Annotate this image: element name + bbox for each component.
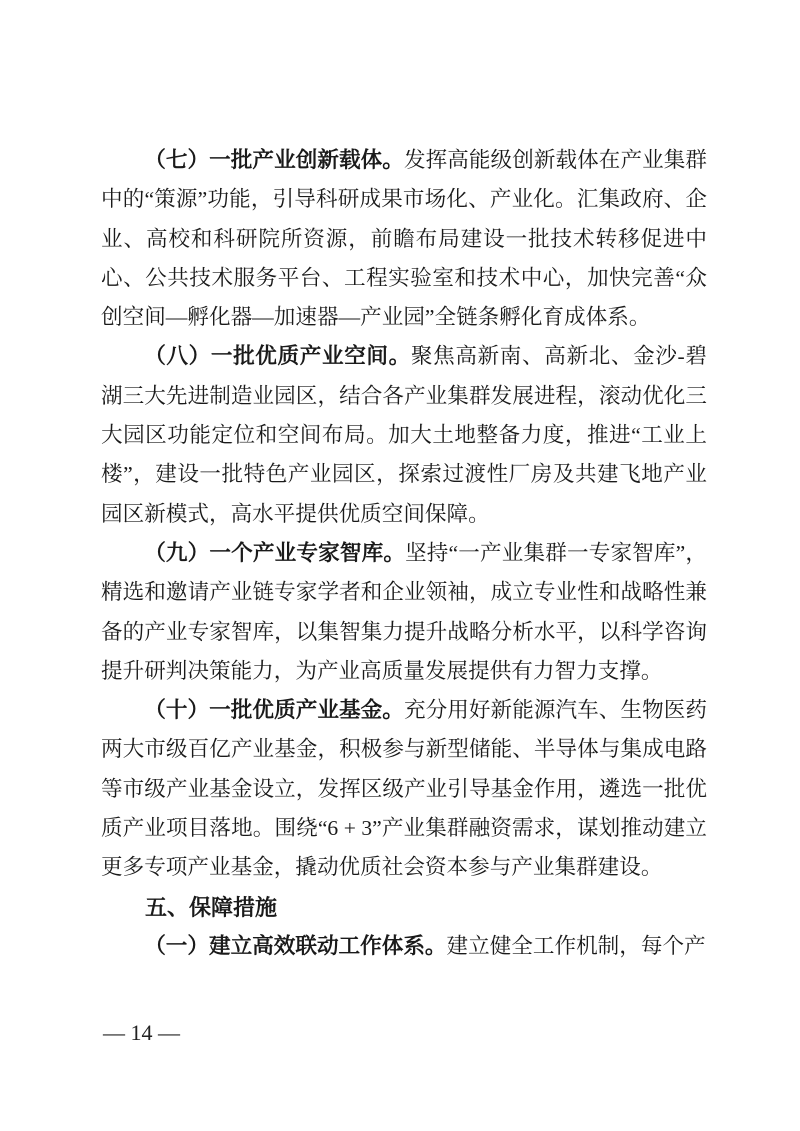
paragraph-1-safeguard-text: 建立健全工作机制，每个产: [446, 933, 706, 958]
paragraph-8-text: 聚焦高新南、高新北、金沙-碧湖三大先进制造业园区，结合各产业集群发展进程，滚动优化三大园区功能定位和空间布局。加大土地整备力度，推进“工业上楼”，建设一批特色产业园区，探索过渡性厂房及共建飞地产业园区新模式，高水平提供优质空间保障。: [101, 344, 707, 526]
page-number: — 14 —: [103, 1020, 180, 1045]
paragraph-7-lead: （七）一批产业创新载体。: [144, 148, 404, 172]
paragraph-1-safeguard-lead: （一）建立高效联动工作体系。: [144, 933, 447, 958]
paragraph-1-safeguard: [101, 927, 707, 966]
paragraph-10-text: 充分用好新能源汽车、生物医药两大市级百亿产业基金，积极参与新型储能、半导体与集成电路等市级产业基金设立，发挥区级产业引导基金作用，遴选一批优质产业项目落地。围绕“6 + 3”产业集群融资需求，谋划推动建立更多专项产业基金，撬动优质社会资本参与产业集群建设。: [101, 698, 707, 880]
paragraph-9: [101, 534, 707, 691]
document-body: [101, 141, 707, 966]
paragraph-7-text: 发挥高能级创新载体在产业集群中的“策源”功能，引导科研成果市场化、产业化。汇集政府、企业、高校和科研院所资源，前瞻布局建设一批技术转移促进中心、公共技术服务平台、工程实验室和技术中心，加快完善“众创空间—孵化器—加速器—产业园”全链条孵化育成体系。: [101, 148, 707, 330]
paragraph-8: [101, 337, 707, 533]
paragraph-9-text: 坚持“一产业集群一专家智库”，精选和邀请产业链专家学者和企业领袖，成立专业性和战略性兼备的产业专家智库，以集智集力提升战略分析水平，以科学咨询提升研判决策能力，为产业高质量发展提供有力智力支撑。: [101, 540, 707, 683]
paragraph-10-lead: （十）一批优质产业基金。: [144, 698, 404, 723]
paragraph-8-lead: （八）一批优质产业空间。: [144, 344, 411, 369]
paragraph-10: [101, 691, 707, 887]
paragraph-9-lead: （九）一个产业专家智库。: [144, 540, 406, 565]
section-heading-safeguard-measures: 五、保障措施: [145, 894, 278, 920]
paragraph-7: [101, 141, 707, 337]
